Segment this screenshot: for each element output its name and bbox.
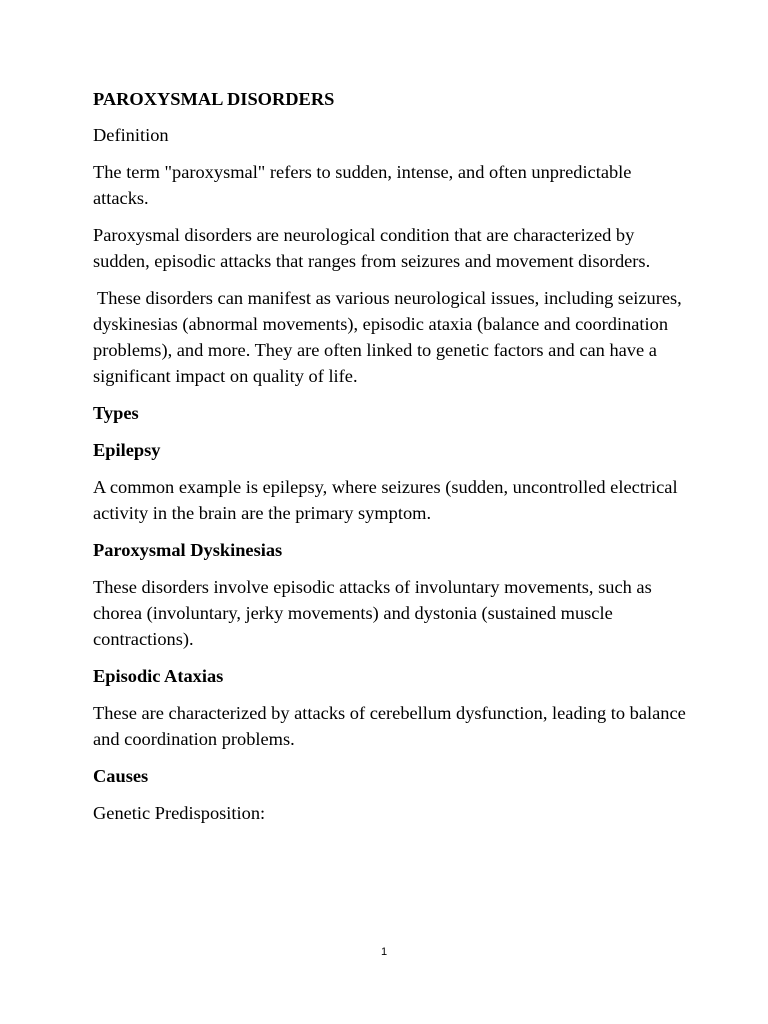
page-number: 1 — [380, 946, 388, 958]
ataxias-heading: Episodic Ataxias — [93, 666, 224, 686]
document-title: PAROXYSMAL DISORDERS — [93, 89, 335, 109]
manifestation-paragraph: These disorders can manifest as various neurological issues, including seizures, dyskinesias (abnormal movements), episodic ataxia (balance and coordination problems), and more. They are often linked to genetic factors and can have a significant impact on quality of life. — [93, 288, 682, 386]
dyskinesias-paragraph: These disorders involve episodic attacks of involuntary movements, such as chorea (involuntary, jerky movements) and dystonia (sustained muscle contractions). — [93, 577, 652, 649]
definition-heading: Definition — [93, 125, 169, 145]
definition-paragraph: The term "paroxysmal" refers to sudden, intense, and often unpredictable attacks. — [93, 162, 632, 208]
epilepsy-paragraph: A common example is epilepsy, where seizures (sudden, uncontrolled electrical activity in the brain are the primary symptom. — [93, 477, 678, 523]
genetic-predisposition-item: Genetic Predisposition: — [93, 803, 266, 823]
ataxias-paragraph: These are characterized by attacks of cerebellum dysfunction, leading to balance and coordination problems. — [93, 703, 686, 749]
epilepsy-heading: Epilepsy — [93, 440, 161, 460]
intro-paragraph: Paroxysmal disorders are neurological condition that are characterized by sudden, episodic attacks that ranges from seizures and movement disorders. — [93, 225, 651, 271]
types-heading: Types — [93, 403, 139, 423]
dyskinesias-heading: Paroxysmal Dyskinesias — [93, 540, 283, 560]
causes-heading: Causes — [93, 766, 149, 786]
